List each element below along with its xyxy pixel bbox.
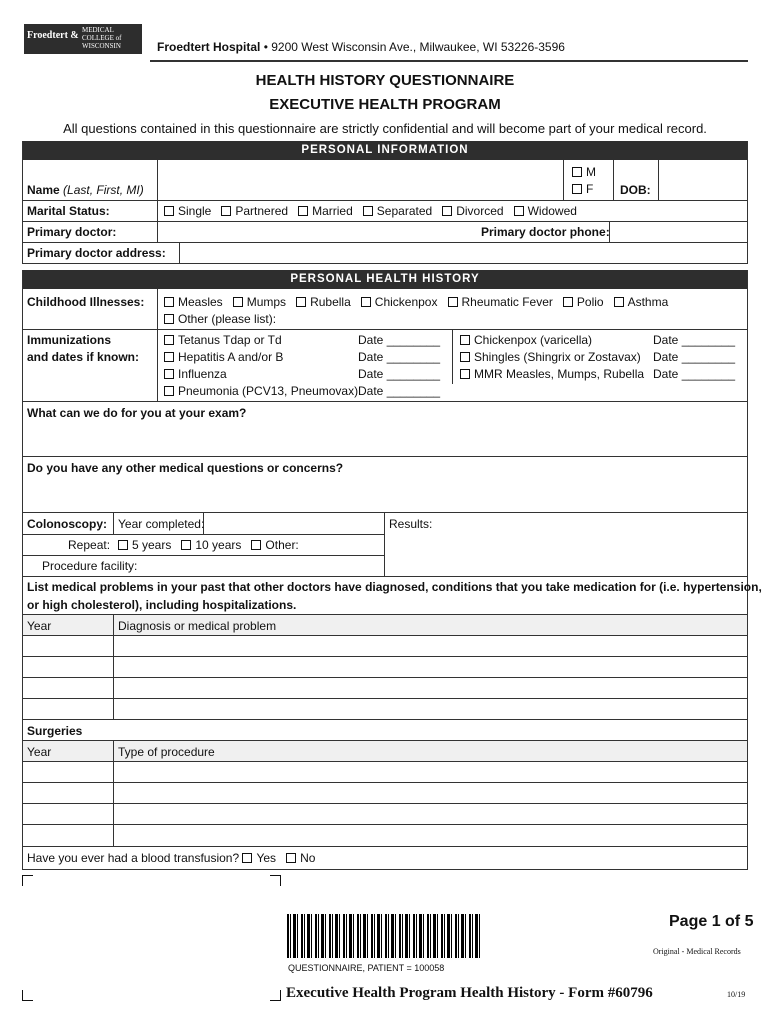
surgery-year-column-header: Year <box>27 745 52 759</box>
form-footer-title: Executive Health Program Health History - Form #60796 <box>286 985 653 1001</box>
grid-line <box>22 512 748 513</box>
grid-line <box>384 512 385 576</box>
grid-line <box>113 614 114 719</box>
immunizations-label-2: and dates if known: <box>27 350 140 364</box>
date-field[interactable]: Date ________ <box>358 350 441 364</box>
repeat-options <box>118 538 299 552</box>
immunizations-label: Immunizations <box>27 333 112 347</box>
grid-line <box>157 160 158 242</box>
table-row <box>22 803 748 804</box>
hospital-address: • 9200 West Wisconsin Ave., Milwaukee, WI 53226-3596 <box>263 40 565 54</box>
grid-line <box>22 221 748 222</box>
grid-line <box>563 160 564 200</box>
table-row <box>22 782 748 783</box>
checkbox[interactable] <box>572 167 582 177</box>
date-field[interactable]: Date ________ <box>358 333 441 347</box>
barcode <box>287 914 483 958</box>
primary-doctor-label: Primary doctor: <box>27 225 117 239</box>
hospital-name: Froedtert Hospital <box>157 40 261 54</box>
marital-option[interactable]: Married <box>298 204 353 218</box>
immun-right-item[interactable]: Shingles (Shingrix or Zostavax) <box>460 350 641 364</box>
repeat-option[interactable]: Other: <box>251 538 298 552</box>
registration-mark <box>270 990 281 1001</box>
date-field[interactable]: Date ________ <box>358 367 441 381</box>
marital-options <box>164 204 577 218</box>
sex-f-option[interactable]: F <box>572 182 593 196</box>
registration-mark <box>22 875 33 886</box>
page-number: Page 1 of 5 <box>669 913 754 930</box>
marital-option[interactable]: Divorced <box>442 204 503 218</box>
grid-line <box>22 576 748 577</box>
transfusion-question: Have you ever had a blood transfusion? Yes No <box>27 851 316 865</box>
year-completed-label: Year completed: <box>118 517 205 531</box>
illness-option[interactable]: Measles <box>164 295 223 309</box>
marital-status-label: Marital Status: <box>27 204 110 218</box>
form-date-code: 10/19 <box>727 990 746 999</box>
grid-line <box>22 401 748 402</box>
problems-instructions-2: or high cholesterol), including hospitalizations. <box>27 598 297 612</box>
primary-doctor-address-label: Primary doctor address: <box>27 246 166 260</box>
grid-line <box>113 740 114 846</box>
illness-option[interactable]: Mumps <box>233 295 286 309</box>
grid-line <box>22 263 748 264</box>
registration-mark <box>270 875 281 886</box>
grid-line <box>22 141 23 263</box>
procedure-column-header: Type of procedure <box>118 745 215 759</box>
grid-line <box>22 456 748 457</box>
grid-line <box>22 555 385 556</box>
checkbox[interactable] <box>572 184 582 194</box>
illness-option[interactable]: Rubella <box>296 295 351 309</box>
grid-line <box>22 270 23 870</box>
date-field[interactable]: Date ________ <box>358 384 441 398</box>
procedure-facility-label: Procedure facility: <box>42 559 138 573</box>
marital-option[interactable]: Single <box>164 204 211 218</box>
grid-line <box>452 329 453 384</box>
grid-line <box>157 289 158 401</box>
table-row <box>22 677 748 678</box>
surgeries-label: Surgeries <box>27 724 83 738</box>
table-row <box>22 635 748 636</box>
hospital-logo <box>24 24 142 54</box>
grid-line <box>658 160 659 200</box>
primary-doctor-phone-label: Primary doctor phone: <box>481 225 610 239</box>
childhood-illnesses-label: Childhood Illnesses: <box>27 295 145 309</box>
name-label: Name (Last, First, MI) <box>27 183 144 197</box>
grid-line <box>747 270 748 870</box>
date-field[interactable]: Date ________ <box>653 333 736 347</box>
grid-line <box>747 141 748 263</box>
illness-option[interactable]: Polio <box>563 295 604 309</box>
immun-right-item[interactable]: Chickenpox (varicella) <box>460 333 592 347</box>
concerns-question: Do you have any other medical questions or concerns? <box>27 461 344 475</box>
colonoscopy-label: Colonoscopy: <box>27 517 107 531</box>
personal-health-history-heading: PERSONAL HEALTH HISTORY <box>22 270 748 289</box>
transfusion-no-option[interactable]: No <box>286 851 315 865</box>
exam-question: What can we do for you at your exam? <box>27 406 247 420</box>
marital-option[interactable]: Partnered <box>221 204 288 218</box>
table-row <box>22 761 748 762</box>
table-row <box>22 719 748 720</box>
grid-line <box>22 329 748 330</box>
table-row <box>22 656 748 657</box>
immun-left-item[interactable]: Tetanus Tdap or Td <box>164 333 282 347</box>
sex-m-option[interactable]: M <box>572 165 596 179</box>
year-column-header: Year <box>27 619 52 633</box>
marital-option[interactable]: Separated <box>363 204 432 218</box>
hospital-header <box>157 40 565 54</box>
table-row <box>22 698 748 699</box>
form-subtitle: EXECUTIVE HEALTH PROGRAM <box>269 96 501 113</box>
results-label: Results: <box>389 517 433 531</box>
illness-option[interactable]: Chickenpox <box>361 295 438 309</box>
date-field[interactable]: Date ________ <box>653 367 736 381</box>
marital-option[interactable]: Widowed <box>514 204 577 218</box>
problems-instructions: List medical problems in your past that other doctors have diagnosed, conditions that you take medication for (i.e. hypertension, <box>27 580 762 594</box>
repeat-label: Repeat: <box>68 538 111 552</box>
transfusion-yes-option[interactable]: Yes <box>242 851 276 865</box>
header-divider <box>150 60 748 62</box>
illness-option[interactable]: Rheumatic Fever <box>448 295 553 309</box>
diagnosis-column-header: Diagnosis or medical problem <box>118 619 277 633</box>
confidential-notice: All questions contained in this questionnaire are strictly confidential and will become part of your medical record. <box>63 121 707 136</box>
table-row <box>22 846 748 847</box>
immun-left-item[interactable]: Influenza <box>164 367 227 381</box>
grid-line <box>22 534 385 535</box>
form-title: HEALTH HISTORY QUESTIONNAIRE <box>255 72 515 89</box>
repeat-option[interactable]: 5 years <box>118 538 171 552</box>
grid-line <box>22 869 748 870</box>
table-row <box>22 824 748 825</box>
repeat-option[interactable]: 10 years <box>181 538 241 552</box>
personal-information-heading: PERSONAL INFORMATION <box>22 141 748 160</box>
illness-other-option[interactable]: Other (please list): <box>164 312 276 326</box>
dob-label: DOB: <box>620 183 651 197</box>
grid-line <box>613 160 614 200</box>
barcode-caption: QUESTIONNAIRE, PATIENT = 100058 <box>288 963 445 973</box>
original-note: Original - Medical Records <box>653 947 741 956</box>
grid-line <box>22 200 748 201</box>
immun-left-item[interactable]: Pneumonia (PCV13, Pneumovax) <box>164 384 358 398</box>
grid-line <box>179 242 180 263</box>
childhood-options <box>164 295 668 309</box>
grid-line <box>22 242 748 243</box>
illness-option[interactable]: Asthma <box>614 295 669 309</box>
registration-mark <box>22 990 33 1001</box>
logo-text-mcw: MEDICAL COLLEGE of WISCONSIN <box>82 26 122 50</box>
logo-text-froedtert: Froedtert & <box>27 30 79 41</box>
date-field[interactable]: Date ________ <box>653 350 736 364</box>
grid-line <box>113 512 114 534</box>
immun-left-item[interactable]: Hepatitis A and/or B <box>164 350 283 364</box>
immun-right-item[interactable]: MMR Measles, Mumps, Rubella <box>460 367 644 381</box>
